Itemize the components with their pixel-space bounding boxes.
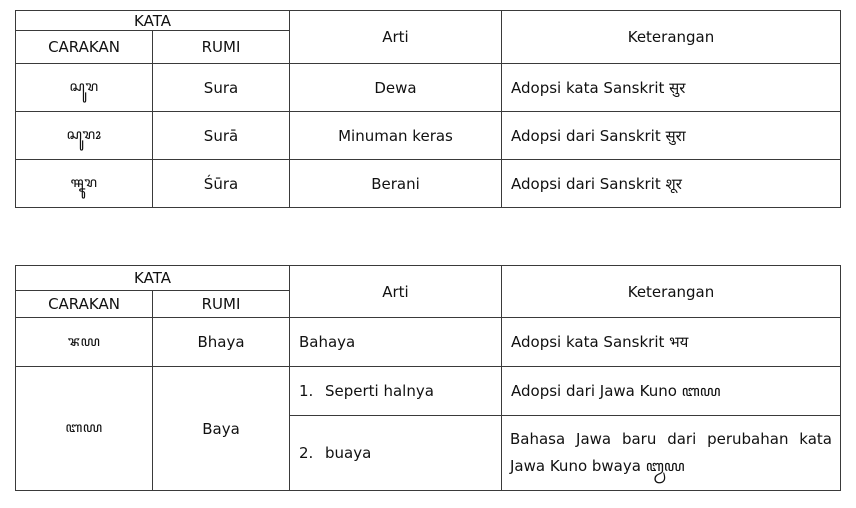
header-rumi: RUMI — [153, 31, 290, 64]
cell-arti-2 — [290, 416, 502, 491]
table-row — [16, 367, 841, 416]
header-kata: KATA — [16, 11, 290, 31]
header-arti: Arti — [290, 266, 502, 318]
cell-rumi: Sura — [153, 64, 290, 112]
cell-keterangan: Adopsi kata Sanskrit सुर — [502, 64, 841, 112]
cell-rumi: Śūra — [153, 160, 290, 208]
table-row — [16, 64, 841, 112]
cell-arti: Dewa — [290, 64, 502, 112]
header-kata: KATA — [16, 266, 290, 291]
table-row — [16, 160, 841, 208]
cell-rumi: Bhaya — [153, 318, 290, 367]
cell-arti: Minuman keras — [290, 112, 502, 160]
table-baya — [15, 265, 841, 491]
cell-carakan: ꦯꦹꦫ — [16, 160, 153, 208]
list-number: 2. — [299, 444, 314, 462]
cell-carakan: ꦧꦪ — [16, 367, 153, 491]
cell-keterangan: Adopsi dari Sanskrit शूर — [502, 160, 841, 208]
header-keterangan: Keterangan — [502, 266, 841, 318]
header-carakan: CARAKAN — [16, 31, 153, 64]
list-text: Seperti halnya — [325, 382, 434, 400]
table-sura — [15, 10, 841, 208]
list-text: buaya — [325, 444, 372, 462]
cell-arti: Berani — [290, 160, 502, 208]
cell-rumi: Surā — [153, 112, 290, 160]
cell-rumi: Baya — [153, 367, 290, 491]
cell-keterangan: Adopsi dari Sanskrit सुरा — [502, 112, 841, 160]
header-rumi: RUMI — [153, 291, 290, 318]
table-row — [16, 112, 841, 160]
cell-arti: Bahaya — [290, 318, 502, 367]
cell-arti-1 — [290, 367, 502, 416]
header-keterangan: Keterangan — [502, 11, 841, 64]
cell-carakan: ꦱꦸꦫ — [16, 64, 153, 112]
cell-keterangan-2: Bahasa Jawa baru dari perubahan kata Jawa Kuno bwaya ꦧ꧀ꦮꦪ — [502, 416, 841, 491]
cell-keterangan: Adopsi kata Sanskrit भय — [502, 318, 841, 367]
list-number: 1. — [299, 382, 314, 400]
header-arti: Arti — [290, 11, 502, 64]
cell-keterangan-1: Adopsi dari Jawa Kuno ꦧꦪ — [502, 367, 841, 416]
cell-carakan: ꦱꦸꦫꦴ — [16, 112, 153, 160]
header-carakan: CARAKAN — [16, 291, 153, 318]
cell-carakan: ꦨꦪ — [16, 318, 153, 367]
table-row — [16, 318, 841, 367]
